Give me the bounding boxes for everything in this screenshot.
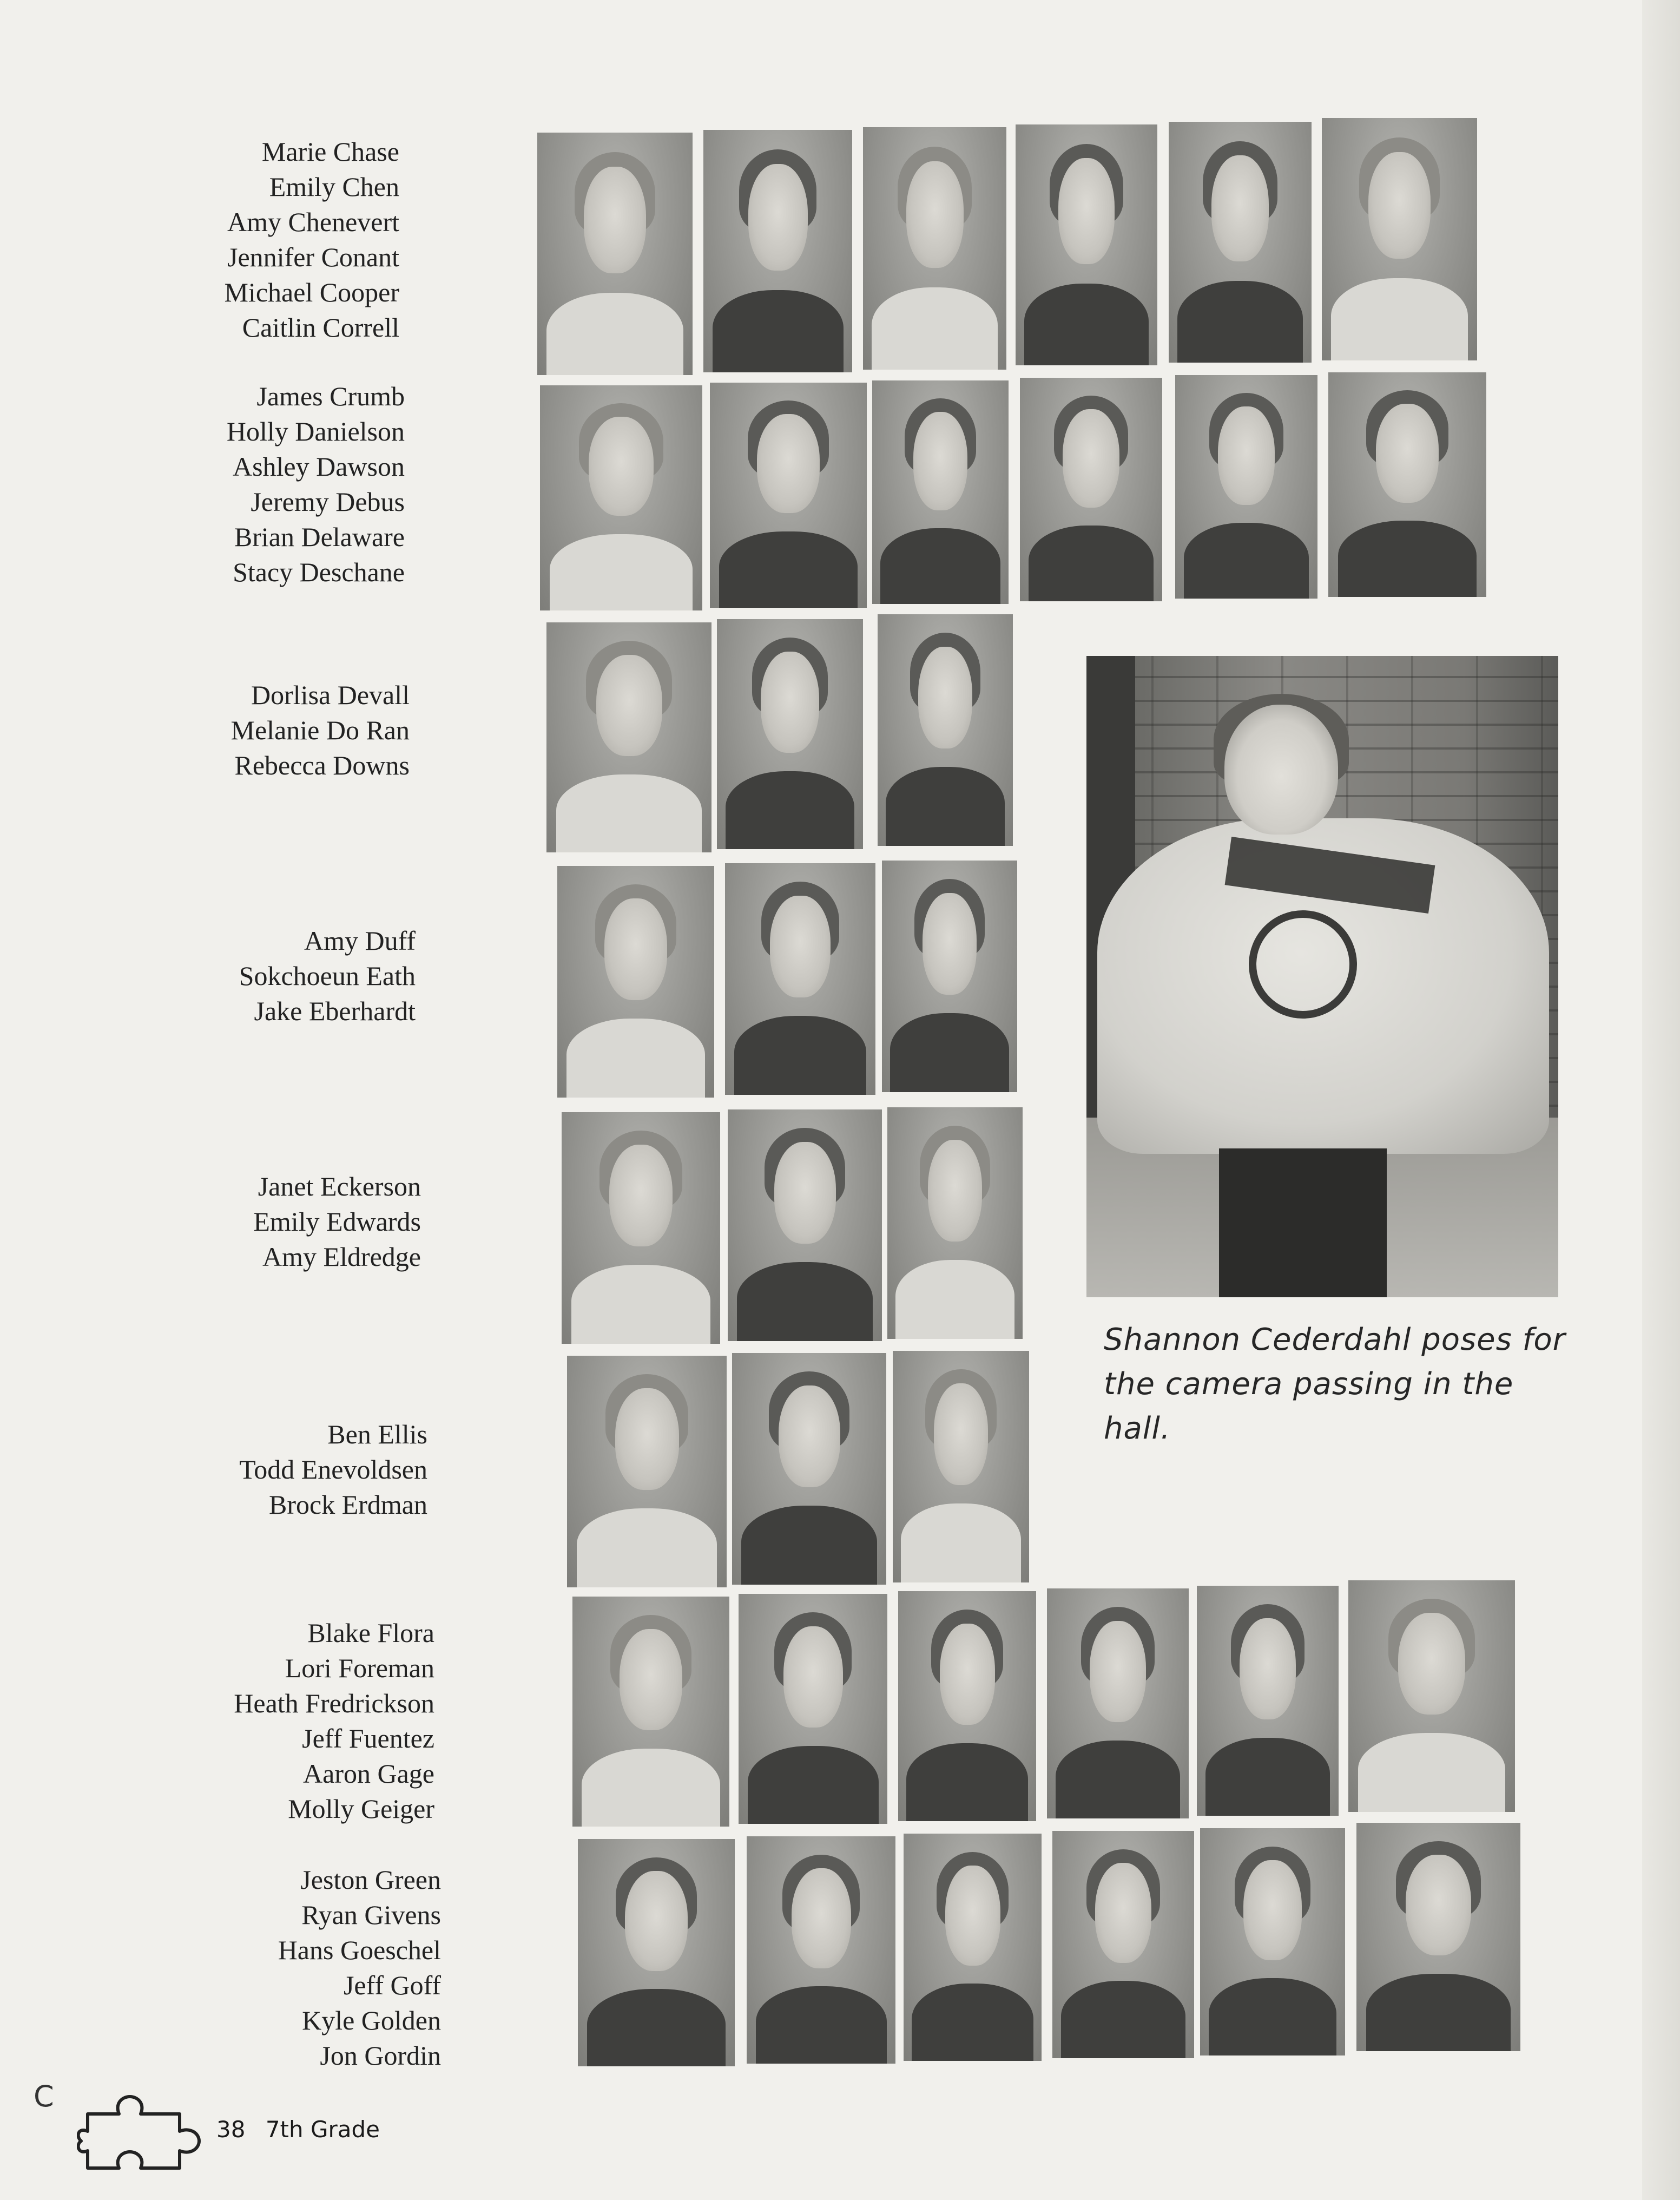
student-portrait [747,1836,895,2064]
student-name: Holly Danielson [226,416,405,446]
student-name: Todd Enevoldsen [239,1454,427,1485]
student-name: Michael Cooper [224,277,399,307]
student-portrait [887,1107,1023,1339]
name-group-1 [224,134,399,345]
student-name: Aaron Gage [303,1758,434,1789]
student-name: Jeremy Debus [251,487,405,517]
student-name: Blake Flora [307,1618,434,1648]
student-name: Sokchoeun Eath [239,961,416,991]
student-name: Hans Goeschel [278,1935,441,1965]
student-portrait [1047,1588,1189,1818]
student-name: Jeston Green [300,1864,441,1895]
student-portrait [739,1594,887,1824]
student-name: Heath Fredrickson [234,1688,434,1718]
student-portrait [537,133,693,375]
student-portrait [703,130,852,372]
name-group-8 [278,1862,441,2073]
student-name: Lori Foreman [285,1653,434,1683]
student-name: Amy Chenevert [227,207,399,237]
student-name: Ben Ellis [327,1419,427,1449]
student-name: Ryan Givens [301,1900,441,1930]
student-name: Melanie Do Ran [230,715,410,745]
student-portrait [1016,124,1157,365]
student-portrait [878,614,1013,846]
name-group-4 [239,923,416,1029]
student-portrait [732,1353,886,1585]
student-portrait [893,1351,1029,1582]
student-portrait [557,866,714,1098]
student-name: Molly Geiger [288,1794,434,1824]
page-number: 38 [216,2116,246,2143]
photo-caption: Shannon Cederdahl poses for the camera passing in the hall. [1104,1322,1566,1446]
student-portrait [572,1597,729,1827]
margin-mark: C [34,2079,54,2113]
student-portrait [725,863,875,1095]
student-portrait [872,380,1009,604]
puzzle-piece-icon [77,2092,207,2173]
student-portrait [567,1356,727,1587]
student-name: Emily Edwards [253,1206,421,1237]
student-name: James Crumb [256,381,405,411]
name-group-6 [239,1417,427,1522]
student-name: Jennifer Conant [227,242,399,272]
name-group-2 [227,379,405,590]
student-name: Brian Delaware [234,522,405,552]
student-name: Emily Chen [269,172,399,202]
student-portrait [728,1109,882,1341]
section-title: 7th Grade [265,2116,380,2143]
student-name: Dorlisa Devall [251,680,410,710]
student-portrait [863,127,1006,370]
student-portrait [1322,118,1477,360]
student-portrait [562,1112,720,1344]
name-group-7 [234,1615,434,1827]
student-name: Rebecca Downs [234,750,410,780]
student-portrait [1356,1823,1520,2051]
student-name: Marie Chase [261,136,399,167]
student-portrait [882,861,1017,1092]
student-name: Kyle Golden [302,2005,441,2035]
name-group-5 [253,1169,421,1275]
student-portrait [1020,378,1162,601]
student-name: Jeff Goff [343,1970,441,2000]
student-portrait [578,1839,735,2066]
student-portrait [1197,1586,1339,1816]
candid-photo [1086,656,1558,1297]
page-footer [216,2116,393,2143]
student-name: Amy Eldredge [262,1242,421,1272]
student-portrait [1052,1831,1194,2058]
student-portrait [898,1591,1036,1821]
name-group-3 [231,678,410,783]
student-portrait [1175,375,1317,599]
student-portrait [717,619,863,849]
student-portrait [710,383,867,608]
student-name: Caitlin Correll [242,312,399,343]
student-portrait [1328,372,1486,597]
student-name: Jake Eberhardt [254,996,416,1026]
student-name: Janet Eckerson [258,1171,421,1201]
student-portrait [1200,1828,1345,2055]
student-name: Jon Gordin [320,2040,441,2071]
page-edge [1642,0,1680,2200]
student-portrait [546,622,711,852]
student-name: Stacy Deschane [233,557,405,587]
student-portrait [1348,1580,1515,1812]
student-name: Ashley Dawson [232,451,405,482]
student-name: Jeff Fuentez [302,1723,434,1754]
student-name: Amy Duff [304,925,416,956]
student-name: Brock Erdman [269,1489,427,1520]
student-portrait [540,385,702,610]
student-portrait [1169,122,1312,363]
student-portrait [904,1834,1042,2061]
